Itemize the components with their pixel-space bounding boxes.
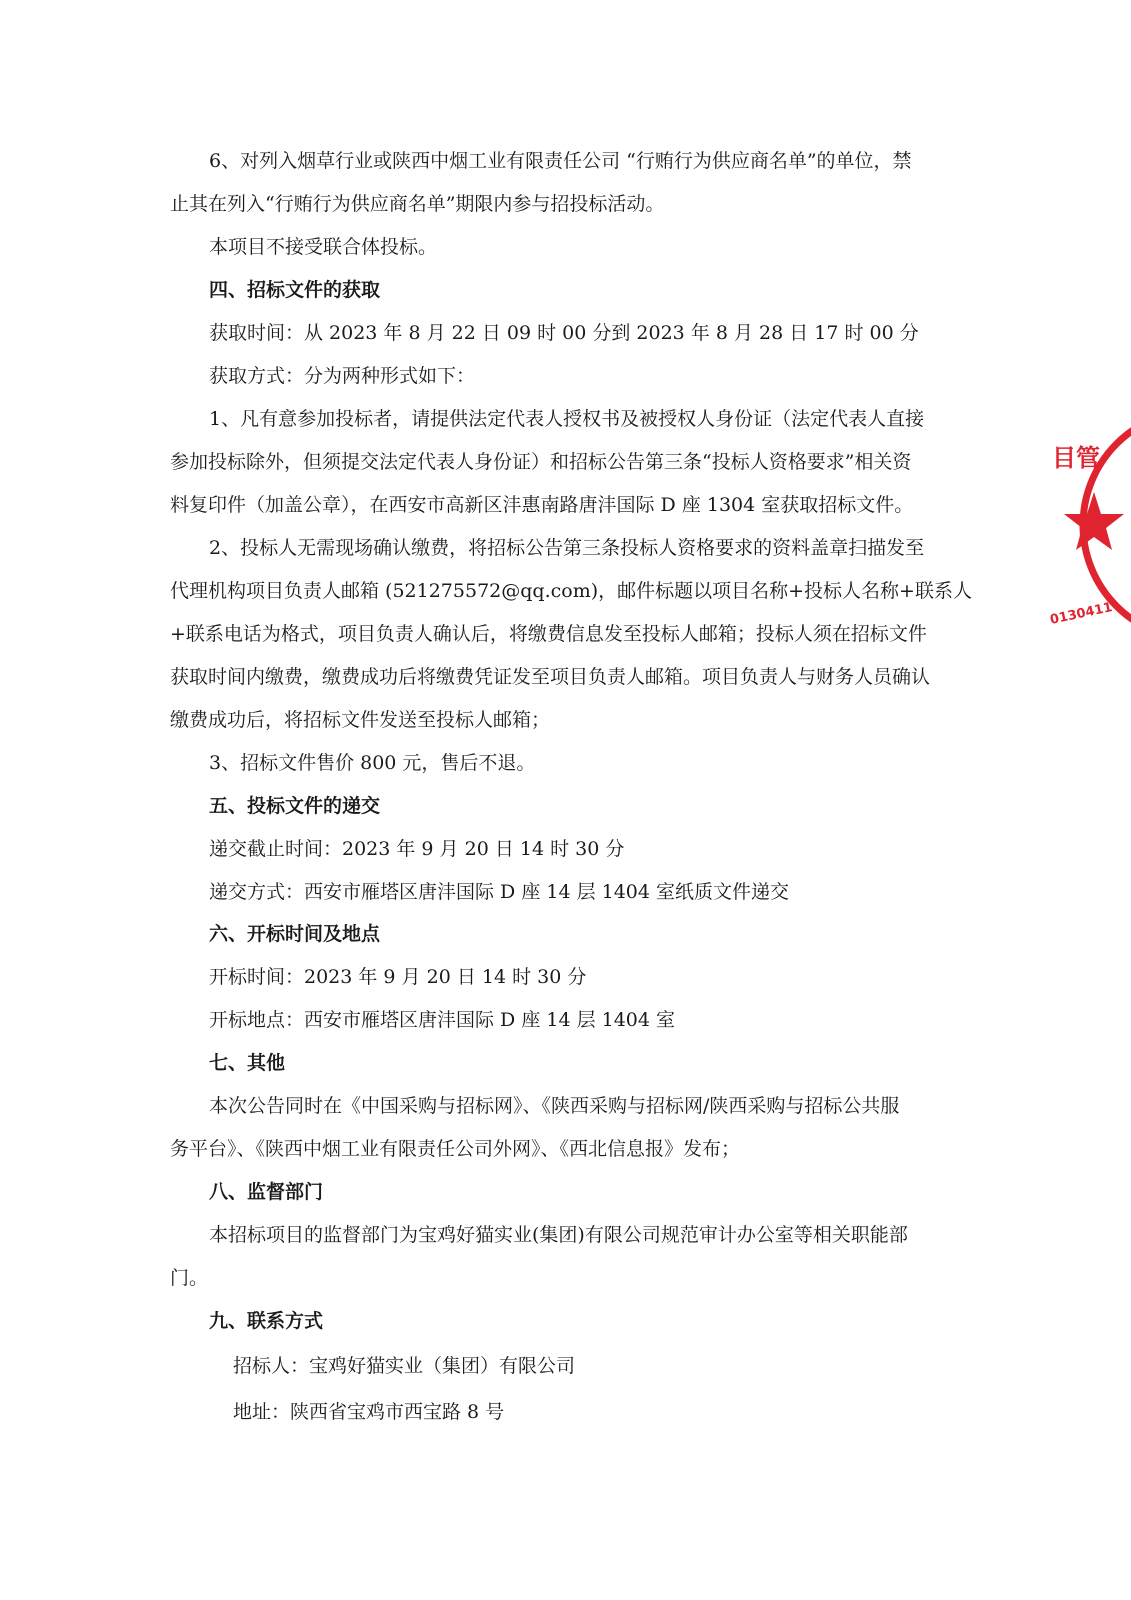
method-1-line-3: 料复印件（加盖公章），在西安市高新区沣惠南路唐沣国际 D 座 1304 室获取招标文件。 [170,494,914,516]
supervision-line-2: 门。 [170,1267,209,1289]
other-line-1: 本次公告同时在《中国采购与招标网》、《陕西采购与招标网/陕西采购与招标公共服 [209,1095,900,1117]
seal-star-icon [1064,492,1124,550]
supervision-line-1: 本招标项目的监督部门为宝鸡好猫实业(集团)有限公司规范审计办公室等相关职能部 [209,1224,908,1246]
para-6-line-1: 6、对列入烟草行业或陕西中烟工业有限责任公司 “行贿行为供应商名单”的单位，禁 [209,150,912,172]
open-time: 开标时间：2023 年 9 月 20 日 14 时 30 分 [209,966,587,988]
seal-number-text: 0130411 [1048,600,1114,628]
open-place: 开标地点：西安市雁塔区唐沣国际 D 座 14 层 1404 室 [209,1009,676,1031]
section-6-heading: 六、开标时间及地点 [209,923,381,945]
section-4-heading: 四、招标文件的获取 [209,279,381,301]
method-1-line-1: 1、凡有意参加投标者，请提供法定代表人授权书及被授权人身份证（法定代表人直接 [209,408,925,430]
no-consortium-note: 本项目不接受联合体投标。 [209,236,438,258]
get-method: 获取方式：分为两种形式如下： [209,365,476,387]
method-3: 3、招标文件售价 800 元，售后不退。 [209,752,536,774]
section-9-heading: 九、联系方式 [209,1310,324,1332]
method-1-line-2: 参加投标除外，但须提交法定代表人身份证）和招标公告第三条“投标人资格要求”相关资 [170,451,912,473]
method-2-line-3: +联系电话为格式，项目负责人确认后，将缴费信息发至投标人邮箱；投标人须在招标文件 [170,623,927,645]
method-2-line-5: 缴费成功后，将招标文件发送至投标人邮箱； [170,709,551,731]
seal-top-text: 目管 [1052,444,1100,472]
tenderer: 招标人：宝鸡好猫实业（集团）有限公司 [233,1355,576,1377]
method-2-line-1: 2、投标人无需现场确认缴费，将招标公告第三条投标人资格要求的资料盖章扫描发至 [209,537,925,559]
section-7-heading: 七、其他 [209,1052,286,1074]
section-8-heading: 八、监督部门 [209,1181,324,1203]
get-time: 获取时间：从 2023 年 8 月 22 日 09 时 00 分到 2023 年 8 月 28 日 17 时 00 分 [209,322,919,344]
submit-method: 递交方式：西安市雁塔区唐沣国际 D 座 14 层 1404 室纸质文件递交 [209,881,790,903]
method-2-line-2: 代理机构项目负责人邮箱 (521275572@qq.com)，邮件标题以项目名称+投标人名称+联系人 [170,580,972,602]
submit-deadline: 递交截止时间：2023 年 9 月 20 日 14 时 30 分 [209,838,625,860]
method-2-line-4: 获取时间内缴费，缴费成功后将缴费凭证发至项目负责人邮箱。项目负责人与财务人员确认 [170,666,931,688]
section-5-heading: 五、投标文件的递交 [209,795,381,817]
para-6-line-2: 止其在列入“行贿行为供应商名单”期限内参与招投标活动。 [170,193,665,215]
address: 地址：陕西省宝鸡市西宝路 8 号 [233,1401,505,1423]
seal-stamp-icon [1048,410,1131,650]
other-line-2: 务平台》、《陕西中烟工业有限责任公司外网》、《西北信息报》发布； [170,1138,741,1160]
